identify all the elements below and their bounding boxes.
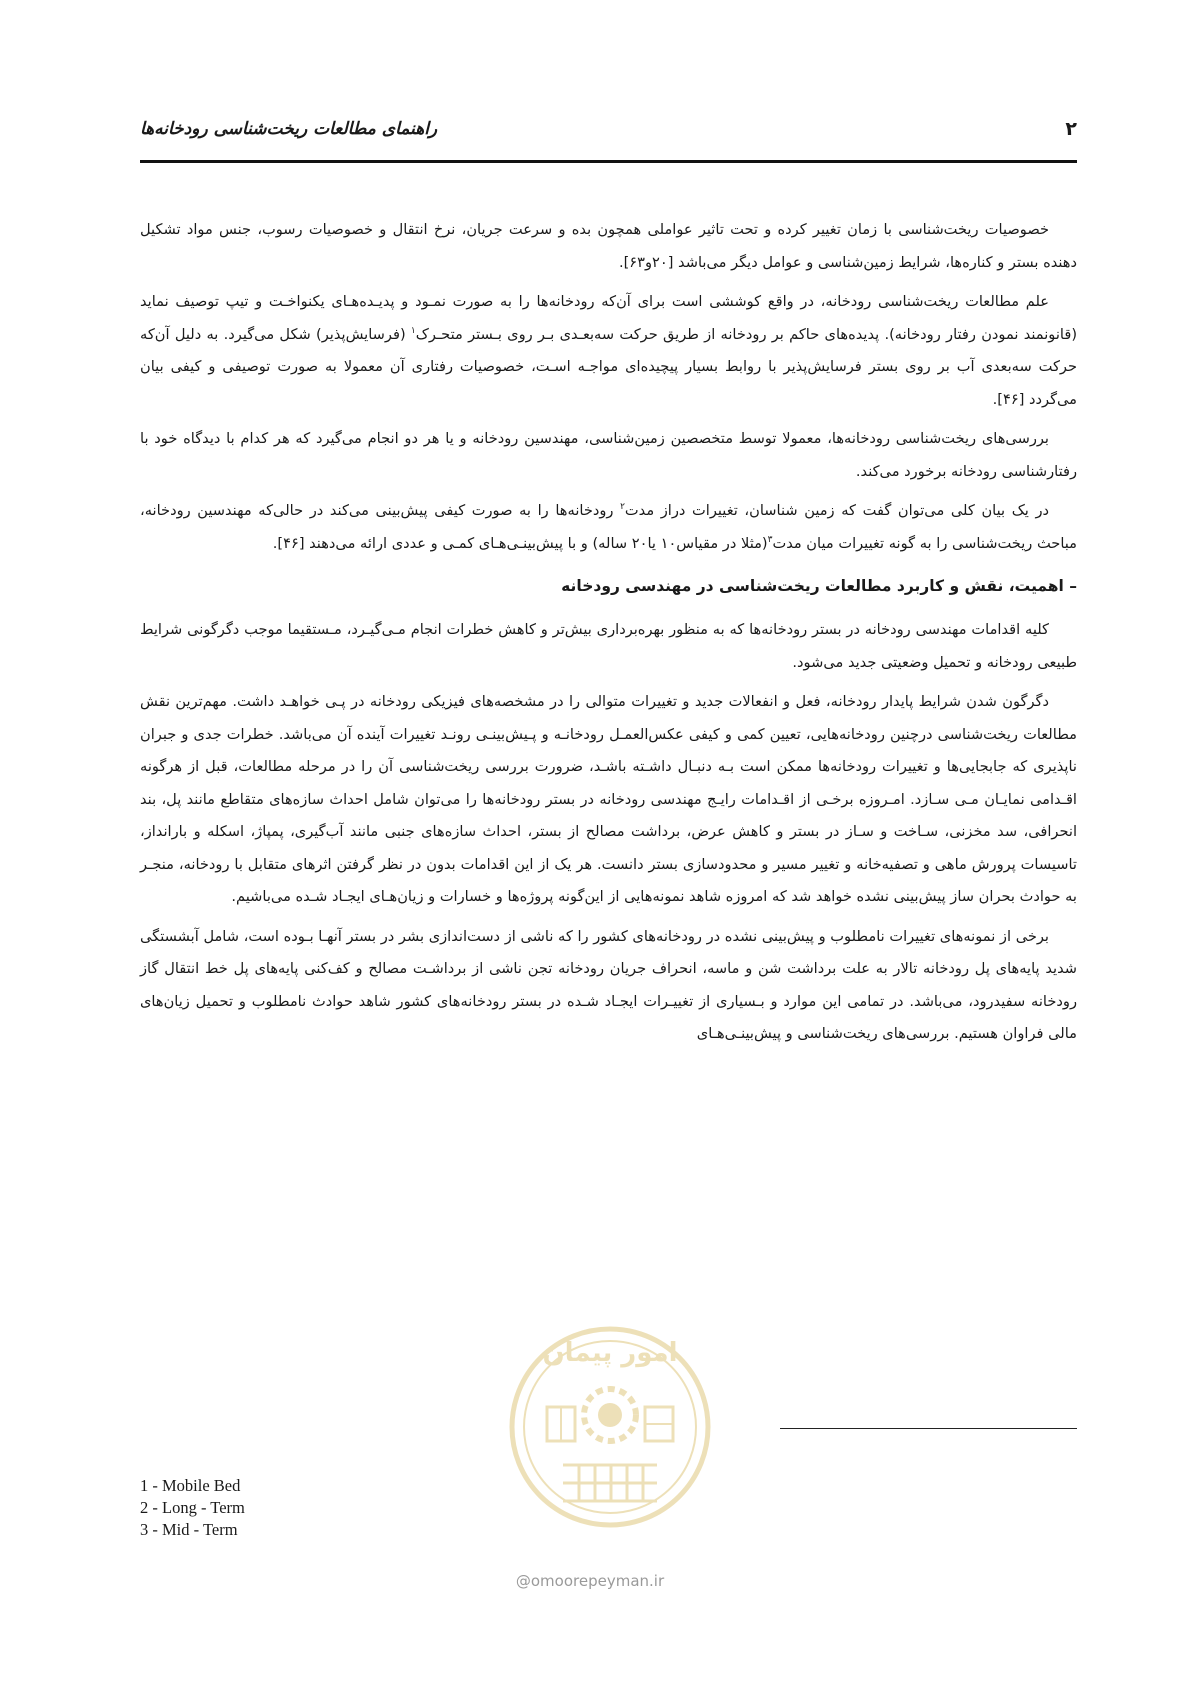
paragraph-text: (مثلا در مقیاس۱۰ یا۲۰ ساله) و با پیش‌بینـی‌هـای کمـی و عددی ارائه می‌دهند [۴۶]. [272,534,768,552]
header-rule [140,160,1077,163]
paragraph-text: رودخانه‌ها را به صورت کیفی پیش‌بینی می‌کند در حالی‌که مهندسین رودخانه، مباحث ریخت‌شناسی را به گونه تغییرات میان مدت [140,502,1077,552]
section-heading: – اهمیت، نقش و کاربرد مطالعات ریخت‌شناسی در مهندسی رودخانه [561,577,1077,595]
paragraph-text: در یک بیان کلی می‌توان گفت که زمین شناسان، تغییرات دراز مدت [624,502,1049,519]
footnote: 3 - Mid - Term [140,1520,238,1539]
footnotes [140,1475,500,1541]
footnote: 2 - Long - Term [140,1498,245,1517]
page-header [140,118,1077,148]
paragraph: دگرگون شدن شرایط پایدار رودخانه، فعل و انفعالات جدید و تغییرات متوالی را در مشخصه‌های فیزیکی رودخانه در پـی خواهـد داشت. مهم‌ترین نقش مطالعات ریخت‌شناسی درچنین رودخانه‌هایی، تعیین کمی و کیفی عکس‌العمـل رودخانـه و پـیش‌بینـی رونـد تغییرات آینده آن می‌باشد. خطرات جدی و جبران ناپذیری که جابجایی‌ها و تغییرات رودخانه‌ها ممکن است بـه دنبـال داشـته باشـد، ضرورت بررسی ریخت‌شناسی آن را در مرحله مطالعات، قبل از هرگونه اقـدامی نمایـان مـی سـازد. امـروزه برخـی از اقـدامات رایـج مهندسی رودخانه در بستر رودخانه‌ها را می‌توان شامل احداث سازه‌های متقاطع مانند پل، بند انحرافی، سد مخزنی، سـاخت و سـاز در بستر و کاهش عرض، برداشت مصالح از بستر، احداث سازه‌های جنبی مانند آب‌گیری، پمپاژ، اسکله و بارانداز، تاسیسات پرورش ماهی و تصفیه‌خانه و تغییر مسیر و محدودسازی بستر دانست. هر یک از این اقدامات بدون در نظر گرفتن اثرهای متقابل با رودخانه، منجـر به حوادث بحران ساز پیش‌بینی نشده خواهد شد که امروزه شاهد نمونه‌هایی از این‌گونه پروژه‌ها و خسارات و زیان‌هـای ایجـاد شـده می‌باشیم. [140,693,1077,905]
body-text [140,214,1077,1058]
footnote-marker: ۱ [410,325,416,336]
paragraph: خصوصیات ریخت‌شناسی با زمان تغییر کرده و تحت تاثیر عواملی همچون بده و سرعت جریان، نرخ انتقال و خصوصیات رسوب، جنس مواد تشکیل دهنده بستر و کناره‌ها، شرایط زمین‌شناسی و عوامل دیگر می‌باشد [۲۰و۶۳]. [140,221,1077,271]
paragraph [140,286,1077,416]
paragraph: برخی از نمونه‌های تغییرات نامطلوب و پیش‌بینی نشده در رودخانه‌های کشور را که ناشی از دست‌اندازی بشر در بستر آنهـا بـوده است، شامل آبشستگی شدید پایه‌های پل رودخانه تالار به علت برداشت شن و ماسه، انحراف جریان رودخانه تجن ناشی از برداشـت مصالح و کف‌کنی پایه‌های پل خط انتقال گاز رودخانه سفیدرود، می‌باشد. در تمامی این موارد و بـسیاری از تغییـرات ایجـاد شـده در بستر رودخانه‌های کشور شاهد حوادث نامطلوب و تحمیل زیان‌های مالی فراوان هستیم. بررسی‌های ریخت‌شناسی و پیش‌بینـی‌هـای [140,927,1077,1042]
footnote-marker: ۳ [767,534,773,545]
footnote-rule [780,1428,1077,1429]
paragraph-text: علم مطالعات ریخت‌شناسی رودخانه، در واقع کوششی است برای آن‌که رودخانه‌ها را به صورت نمـود و پدیـده‌هـای یکنواخـت و تیپ توصیف نماید (قانونمند نمودن رفتار رودخانه). پدیده‌های حاکم بر رودخانه از طریق حرکت سه‌بعـدی بـر روی بـستر متحـرک [140,293,1078,343]
watermark-seal [485,1315,735,1545]
watermark-text: امور پیمان [542,1338,678,1368]
paragraph: کلیه اقدامات مهندسی رودخانه در بستر رودخانه‌ها که به منظور بهره‌برداری بیش‌تر و کاهش خطرات انجام مـی‌گیـرد، مـستقیما موجب دگرگونی شرایط طبیعی رودخانه و تحمیل وضعیتی جدید می‌شود. [140,621,1077,671]
page-number: ۲ [1065,118,1077,140]
footnote-marker: ۲ [620,502,625,513]
watermark-site: @omoorepeyman.ir [515,1572,665,1590]
paragraph-text: (فرسایش‌پذیر) شکل می‌گیرد. به دلیل آن‌که حرکت سه‌بعدی آب بر روی بستر فرسایش‌پذیر با روابط بسیار پیچیده‌ای مواجـه اسـت، خصوصیات رفتاری آن معمولا به صورت توصیفی و کیفی بیان می‌گردد [۴۶]. [140,325,1077,408]
paragraph [140,495,1077,560]
paragraph: بررسی‌های ریخت‌شناسی رودخانه‌ها، معمولا توسط متخصصین زمین‌شناسی، مهندسین رودخانه و یا هر دو انجام می‌گیرد که هر کدام با دیدگاه خود با رفتارشناسی رودخانه برخورد می‌کند. [140,430,1077,480]
footnote: 1 - Mobile Bed [140,1476,241,1495]
running-title: راهنمای مطالعات ریخت‌شناسی رودخانه‌ها [140,119,438,139]
